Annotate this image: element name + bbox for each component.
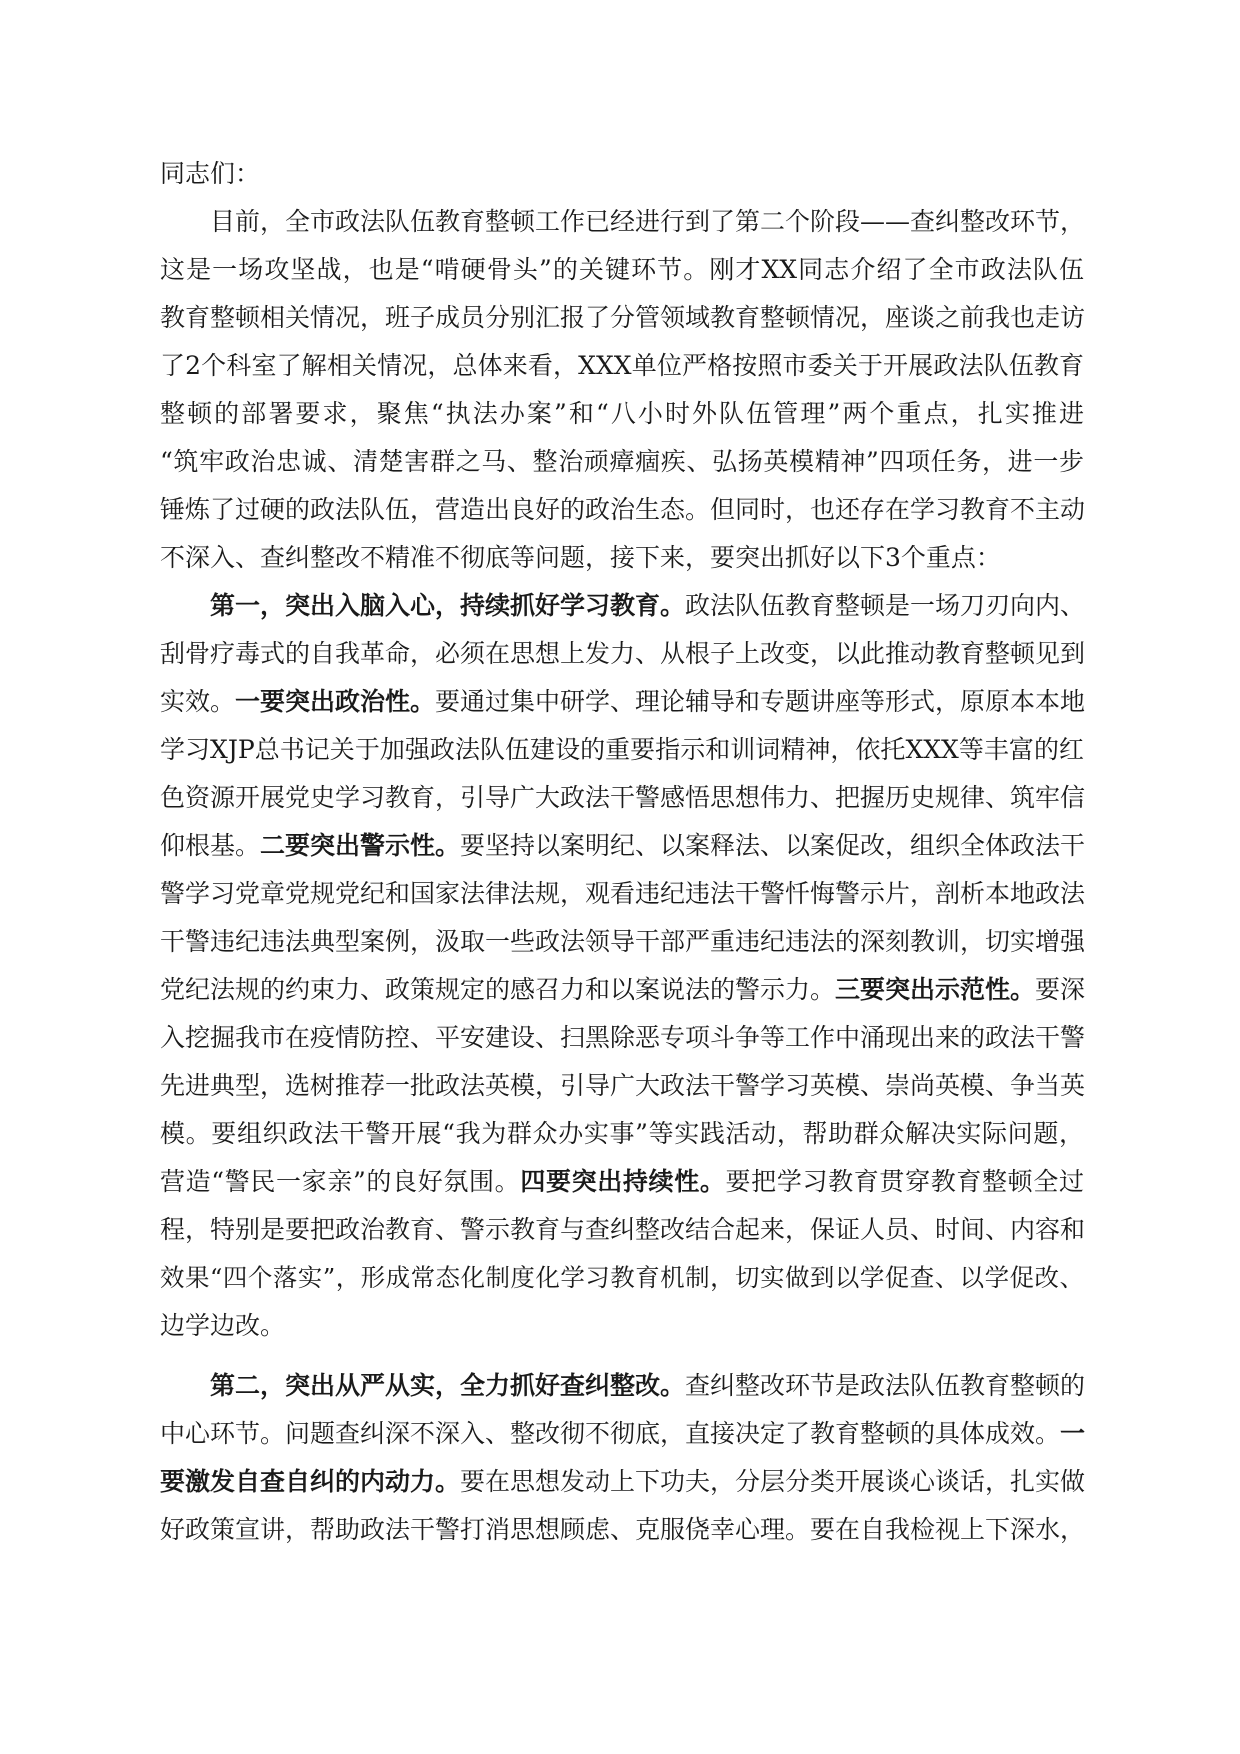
text-line: 边学边改。 [160,1311,286,1340]
text-line: 中心环节。问题查纠深不深入、整改彻不彻底，直接决定了教育整顿的具体成效。一 [160,1419,1086,1448]
text-line: 整顿的部署要求，聚焦“执法办案”和“八小时外队伍管理”两个重点，扎实推进 [160,399,1084,428]
text-line: 教育整顿相关情况，班子成员分别汇报了分管领域教育整顿情况，座谈之前我也走访 [160,303,1086,332]
text-line: 锤炼了过硬的政法队伍，营造出良好的政治生态。但同时，也还存在学习教育不主动 [160,495,1086,524]
text-line: 这是一场攻坚战，也是“啃硬骨头”的关键环节。刚才XX同志介绍了全市政法队伍 [160,255,1084,284]
text-line: 刮骨疗毒式的自我革命，必须在思想上发力、从根子上改变，以此推动教育整顿见到 [160,639,1086,668]
section-heading: 第二，突出从严从实，全力抓好查纠整改。 [210,1371,686,1400]
text-line: 不深入、查纠整改不精准不彻底等问题，接下来，要突出抓好以下3个重点： [160,543,1001,572]
text-line: “筑牢政治忠诚、清楚害群之马、整治顽瘴痼疾、弘扬英模精神”四项任务，进一步 [160,447,1084,476]
sub-heading: 四要突出持续性。 [520,1167,726,1196]
text-line: 效果“四个落实”，形成常态化制度化学习教育机制，切实做到以学促查、以学促改、 [160,1263,1084,1292]
paragraph-second-point [160,1362,1084,1554]
text-line: 了2个科室了解相关情况，总体来看，XXX单位严格按照市委关于开展政法队伍教育 [160,351,1084,380]
text-line: 仰根基。二要突出警示性。要坚持以案明纪、以案释法、以案促改，组织全体政法干 [160,831,1086,860]
document-page [160,150,1084,1554]
text-line: 模。要组织政法干警开展“我为群众办实事”等实践活动，帮助群众解决实际问题， [160,1119,1084,1148]
text-line: 要激发自查自纠的内动力。要在思想发动上下功夫，分层分类开展谈心谈话，扎实做 [160,1467,1086,1496]
salutation: 同志们： [160,159,261,188]
text-line: 营造“警民一家亲”的良好氛围。四要突出持续性。要把学习教育贯穿教育整顿全过 [160,1167,1084,1196]
sub-heading: 一要突出政治性。 [235,687,436,716]
sub-heading: 三要突出示范性。 [835,975,1036,1004]
section-heading: 第一，突出入脑入心，持续抓好学习教育。 [210,591,686,620]
paragraph-first-point [160,582,1084,1350]
text-line: 目前，全市政法队伍教育整顿工作已经进行到了第二个阶段——查纠整改环节， [210,207,1086,236]
text-line: 警学习党章党规党纪和国家法律法规，观看违纪违法干警忏悔警示片，剖析本地政法 [160,879,1086,908]
text-line: 入挖掘我市在疫情防控、平安建设、扫黑除恶专项斗争等工作中涌现出来的政法干警 [160,1023,1086,1052]
sub-heading: 要激发自查自纠的内动力。 [160,1467,461,1496]
text-line: 学习XJP总书记关于加强政法队伍建设的重要指示和训词精神，依托XXX等丰富的红 [160,735,1084,764]
text-line: 色资源开展党史学习教育，引导广大政法干警感悟思想伟力、把握历史规律、筑牢信 [160,783,1086,812]
sub-heading: 二要突出警示性。 [260,831,461,860]
text-line: 党纪法规的约束力、政策规定的感召力和以案说法的警示力。三要突出示范性。要深 [160,975,1086,1004]
text-line: 程，特别是要把政治教育、警示教育与查纠整改结合起来，保证人员、时间、内容和 [160,1215,1086,1244]
text-line: 实效。一要突出政治性。要通过集中研学、理论辅导和专题讲座等形式，原原本本地 [160,687,1086,716]
text-line: 第二，突出从严从实，全力抓好查纠整改。查纠整改环节是政法队伍教育整顿的 [210,1371,1086,1400]
text-line: 第一，突出入脑入心，持续抓好学习教育。政法队伍教育整顿是一场刀刃向内、 [210,591,1086,620]
sub-heading: 一 [1060,1419,1086,1448]
text-line: 好政策宣讲，帮助政法干警打消思想顾虑、克服侥幸心理。要在自我检视上下深水， [160,1515,1086,1544]
text-line: 先进典型，选树推荐一批政法英模，引导广大政法干警学习英模、崇尚英模、争当英 [160,1071,1086,1100]
text-line: 干警违纪违法典型案例，汲取一些政法领导干部严重违纪违法的深刻教训，切实增强 [160,927,1086,956]
paragraph-intro [160,198,1084,582]
